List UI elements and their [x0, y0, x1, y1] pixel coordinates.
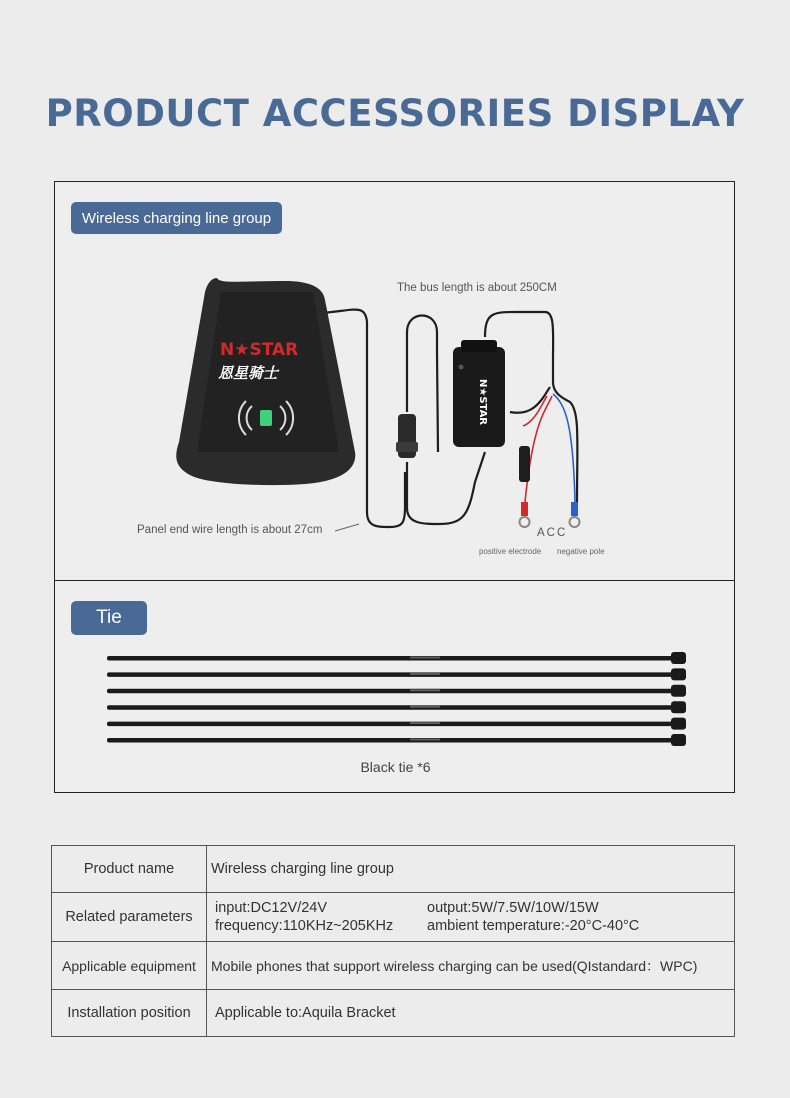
row-value: Mobile phones that support wireless charging can be used(QIstandard：WPC): [207, 942, 735, 990]
section-tag-tie: Tie: [71, 601, 147, 635]
table-row: [52, 846, 735, 893]
charging-kit-illustration: [55, 182, 735, 580]
table-row: [52, 893, 735, 942]
table-row: [52, 990, 735, 1037]
param-output: output:5W/7.5W/10W/15W: [427, 900, 599, 916]
blue-wire: [553, 394, 575, 502]
bus-wire-b: [407, 452, 485, 524]
control-box: [453, 340, 505, 447]
negative-pole-label: negative pole: [557, 547, 605, 556]
page-title: PRODUCT ACCESSORIES DISPLAY: [45, 92, 745, 135]
cable-tie: [107, 652, 686, 664]
panel-wire-length-note: Panel end wire length is about 27cm: [137, 524, 323, 536]
row-value: Applicable to:Aquila Bracket: [207, 990, 735, 1037]
tie-caption: Black tie *6: [360, 759, 431, 775]
param-frequency: frequency:110KHz~205KHz: [215, 918, 394, 934]
brand-logo: N★STAR: [220, 340, 299, 360]
positive-electrode-label: positive electrode: [479, 547, 542, 556]
charging-pad: [176, 278, 355, 485]
cable-tie: [107, 718, 686, 730]
row-label: Applicable equipment: [52, 942, 207, 990]
fuse-holder: [519, 446, 530, 482]
param-temperature: ambient temperature:-20°C-40°C: [427, 918, 640, 934]
row-label: Related parameters: [52, 893, 207, 942]
negative-terminal: [570, 502, 580, 527]
cable-tie: [107, 685, 686, 697]
row-label: Installation position: [52, 990, 207, 1037]
section-tag-charging-line: Wireless charging line group: [71, 202, 282, 234]
table-row: [52, 942, 735, 990]
row-label: Product name: [52, 846, 207, 893]
cable-tie: [107, 668, 686, 680]
cable-tie: [107, 701, 686, 713]
brand-logo-cn: 恩星骑士: [218, 364, 279, 382]
row-value: Wireless charging line group: [207, 846, 735, 893]
bus-length-note: The bus length is about 250CM: [397, 282, 557, 294]
tie-panel: [54, 580, 735, 793]
spec-table: [51, 845, 735, 1037]
charging-line-group-panel: [54, 181, 735, 581]
param-input: input:DC12V/24V: [215, 900, 328, 916]
cable-tie: [107, 734, 686, 746]
row-value: [207, 893, 735, 942]
control-box-logo: N★STAR: [477, 378, 488, 426]
acc-label: ACC: [537, 527, 568, 539]
positive-terminal: [520, 502, 530, 527]
